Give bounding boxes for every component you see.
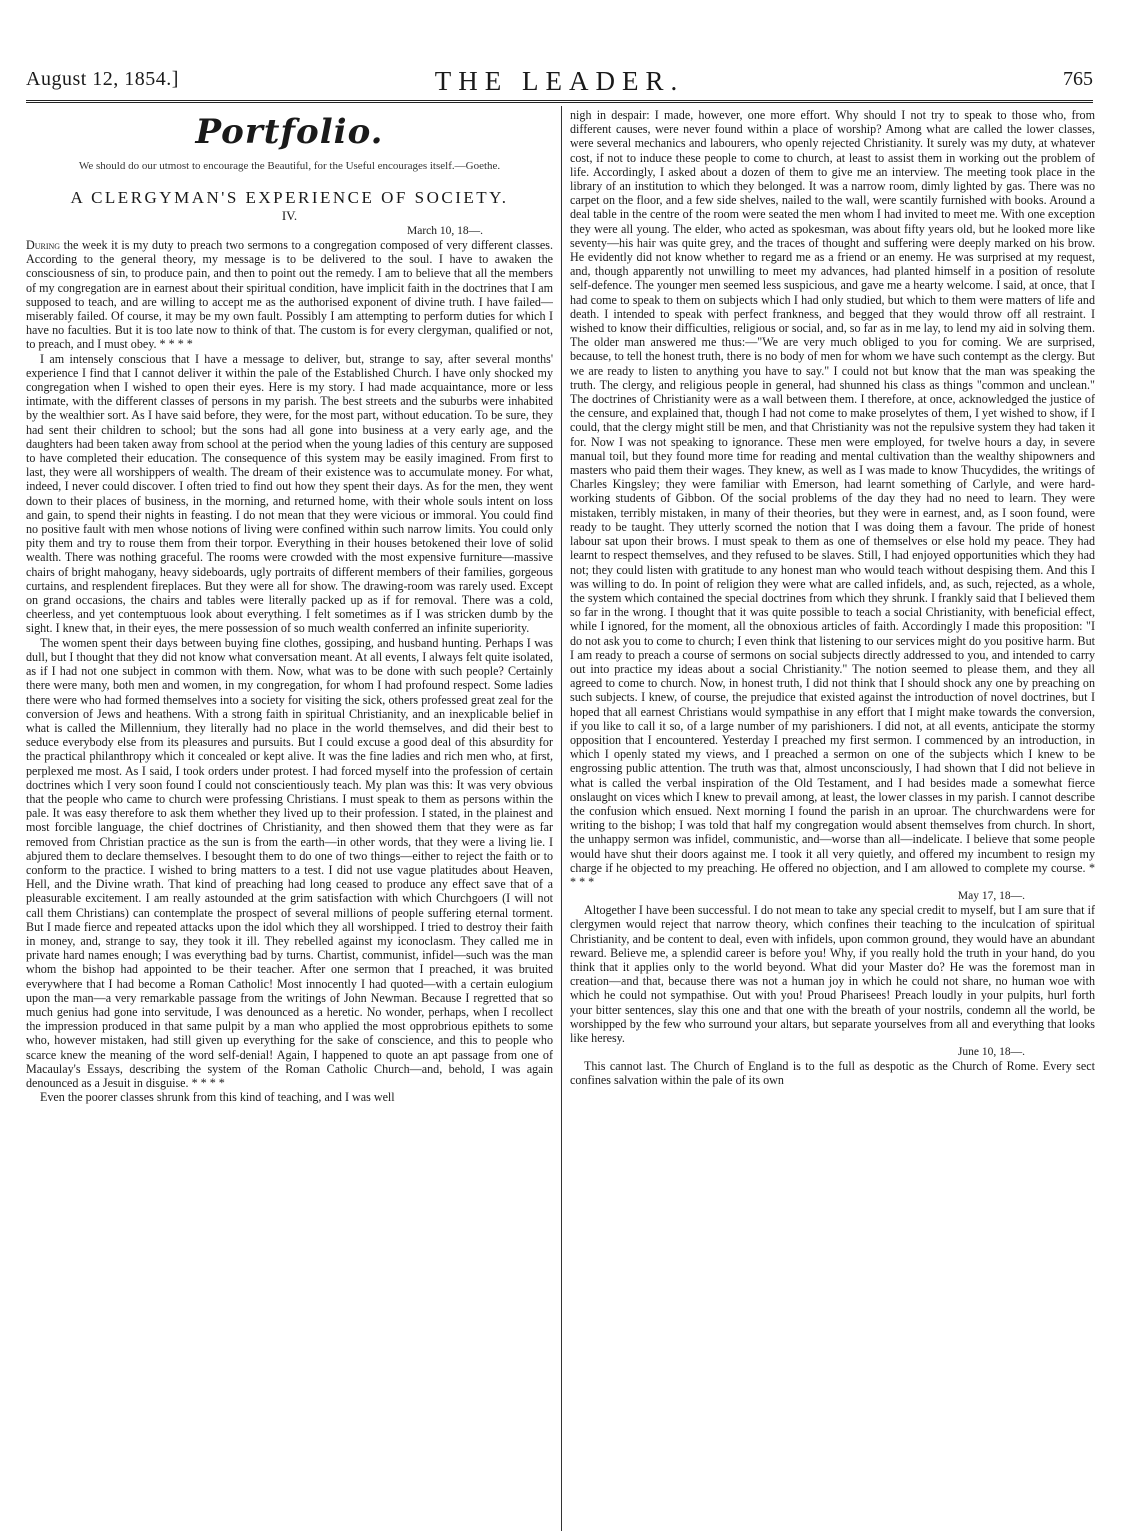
article-part: IV.: [281, 208, 298, 223]
dateline-june: June 10, 18—.: [957, 1046, 1025, 1059]
section-title: Portfolio.: [195, 112, 384, 152]
right-column: [570, 108, 1095, 1533]
epigraph: We should do our utmost to encourage the Beautiful, for the Useful encourages itself.—Goethe.: [78, 160, 501, 172]
page-number: 765: [1063, 68, 1093, 90]
dateline-march: March 10, 18—.: [406, 225, 483, 237]
left-column: [26, 108, 553, 1533]
paragraph: The women spent their days between buying fine clothes, gossiping, and husband hunting. Perhaps I was dull, but I thought that they did not know what conversation meant. At all events, I always felt quite isolated, as if I had not one subject in common with them. Now, what was to be done with such people? Certainly there were many, both men and women, in my congregation, for whom I had profound respect. Some ladies there were who had formed themselves into a society for visiting the sick, others professed great zeal for the conversion of Jews and heathens. With a strong faith in spiritual Christianity, and an inexplicable belief in what is called the Millennium, they literally had no place in the world themselves, and did their best to seduce everybody else from its pleasures and pursuits. But I could excuse a good deal of this absurdity for the practical philanthropy which it concealed or kept alive. It was the fine ladies and rich men who, at first, perplexed me most. As I said, I took orders under protest. I had forced myself into the profession of certain doctrines which I very soon found I could not conscientiously teach. My plan was this: It was very obvious that the people who came to church were professing Christians. I must speak to them as persons within the pale. It was easy therefore to ask them whether they lived up to their profession. I stated, in the plainest and most forcible language, the chief doctrines of Christianity, and then showed them that they were as far removed from Christian practice as the sun is from the earth—in other words, that they were a living lie. I abjured them to declare themselves. I besought them to do one of two things—either to reject the faith or to conform to the practice. I wished to bring matters to a test. I did not use vague platitudes about Heaven, Hell, and the Divine wrath. That kind of preaching had long ceased to produce any effect save that of a pleasurable excitement. I am really astounded at the grim satisfaction with which Churchgoers (I will not call them Christians) can contemplate the prospect of several millions of people suffering eternal torment. But I made fierce and repeated attacks upon the idol which they all worshipped. I tried to destroy their faith in money, and, strange to say, they took it ill. They rebelled against my iconoclasm. They called me in private hard names enough; I was everything bad by turns. Chartist, communist, infidel—such was the man whom the bishop had appointed to be their teacher. After one sermon that I preached, it was bruited everywhere that I had become a Roman Catholic! Most innocently I had quoted—with a certain eulogium upon the man—a very remarkable passage from the writings of John Newman. Because I regretted that so much genius had gone into servitude, I was denounced as a heretic. No wonder, perhaps, when I recollect the impression produced in that same pulpit by a man who applied the most opprobrious epithets to some who, however mistaken, had still given up everything for the sake of conscience, and this to people who scarce knew the meaning of the word self-denial! Again, I happened to quote an apt passage from one of Macaulay's Essays, describing the system of the Roman Catholic Church—and, behold, I was again denounced as a Jesuit in disguise. * * * *: [26, 635, 553, 1090]
header-rule: [26, 100, 1093, 103]
paragraph: I am intensely conscious that I have a message to deliver, but, strange to say, after several months' experience I find that I cannot deliver it within the pale of the Established Church. I have only shocked my congregation when I wished to open their eyes. Here is my story. I had made acquaintance, more or less intimate, with the different classes of persons in my parish. The best streets and the suburbs were inhabited by the wealthier sort. As I have said before, they were, for the most part, without education. To be sure, they had sent their children to school; but the sons had all gone into business at a very early age, and the daughters had been taken away from school at the period when the young ladies of this century are supposed to have completed their education. The consequence of this system may be easily imagined. From first to last, they were all worshippers of wealth. The dream of their existence was to accumulate money. For what, indeed, I never could discover. I often tried to find out how they spent their days. As for the men, they went down to their places of business, in the morning, and returned home, with their whole souls intent on loss and gain, to spend their nights in feasting. I do not mean that they were vicious or immoral. You could find no positive fault with men whose notions of living were confined within such narrow limits. You could only pity them and try to rouse them from their torpor. Everything in their houses betokened their love of solid wealth. There was nothing graceful. The rooms were crowded with the most expensive furniture—massive chairs of bright mahogany, heavy sideboards, ugly portraits of different members of their families, gorgeous curtains, and resplendent fireplaces. But they were all for show. The drawing-room was rarely used. Except on grand occasions, the chairs and tables were literally packed up as if for removal. There was a cold, cheerless, and yet contemptuous look about everything. I felt sometimes as if I was stricken dumb by the sight. I knew that, in their eyes, the mere possession of so much wealth conferred an infinite superiority.: [26, 351, 553, 636]
publication-title: THE LEADER.: [434, 66, 685, 96]
drop-word: During: [26, 238, 61, 252]
article-title: A CLERGYMAN'S EXPERIENCE OF SOCIETY.: [70, 188, 509, 207]
paragraph: This cannot last. The Church of England is to the full as despotic as the Church of Rome. Every sect confines salvation within the pale of its own: [570, 1059, 1095, 1088]
column-divider: [561, 106, 562, 1531]
page-header: [26, 62, 1093, 96]
paragraph: Altogether I have been successful. I do not mean to take any special credit to myself, but I am sure that if clergymen would reject that narrow theory, which confines their teaching to the inculcation of spiritual Christianity, and be content to deal, even with infidels, upon common ground, they would have an abundant reward. Believe me, a splendid career is before you! Why, if you really hold the truth in your hand, do you think that it applies only to the world beyond. What did your Master do? He was the foremost man in creation—and that, because there was not a human joy in which he could not share, no human woe with which he could not sympathise. Out with you! Proud Pharisees! Preach loudly in your pulpits, hurl forth your bitter sentences, slay this one and that one with the breath of your nostrils, condemn all the world, be worshipped by the few who surround your altars, but separate yourselves from all and everything that looks like heresy.: [570, 903, 1095, 1045]
dateline-may: May 17, 18—.: [957, 890, 1025, 903]
paragraph: [26, 238, 553, 352]
paragraph: Even the poorer classes shrunk from this kind of teaching, and I was well: [40, 1090, 395, 1105]
paragraph-text: the week it is my duty to preach two sermons to a congregation composed of very different classes. According to the general theory, my message is to be delivered to the soul. I have to awaken the consciousness of sin, to produce pain, and then to point out the remedy. I am to believe that all the members of my congregation are in earnest about their spiritual condition, have implicit faith in the doctrines that I am supposed to teach, and are willing to accept me as the authorised exponent of divine truth. I have failed—miserably failed. Of course, it may be my own fault. Possibly I am attempting to perform duties for which I have no faculties. But it is too late now to think of that. The custom is for every clergyman, qualified or not, to preach, and I must obey. * * * *: [26, 238, 553, 352]
issue-date: August 12, 1854.]: [26, 68, 179, 90]
paragraph: nigh in despair: I made, however, one more effort. Why should I not try to speak to those who, from different causes, were never found within a place of worship? Among what are called the lower classes, were several mechanics and labourers, who openly rejected Christianity. It surely was my duty, at whatever cost, if not to induce these people to come to church, at least to assist them in working out the problem of life. Accordingly, I asked about a dozen of them to give me an interview. The meeting took place in the library of an institution to which they belonged. It was a narrow room, dimly lighted by gas. There was no carpet on the floor, and a few side shelves, nailed to the wall, were scantily furnished with books. Around a deal table in the centre of the room were seated the men whom I had invited to meet me. With one exception they were all young. The elder, who acted as spokesman, was about fifty years old, but he looked more like seventy—his hair was quite grey, and the traces of thought and suffering were deeply marked on his brow. He evidently did not know whether to regard me as a friend or an enemy. He was surprised at my request, and, though apparently not unwilling to meet my advances, had planted himself in a position of resolute self-defence. The younger men seemed less suspicious, and gave me a hearty welcome. I said, at once, that I had come to speak to them on subjects which I had only studied, but which to them were matters of life and death. I intended to speak with perfect frankness, and begged that they would throw off all restraint. I wished to know their difficulties, religious or social, and, so far as in me lay, to lend my aid in solving them. The older man answered me thus:—"We are very much obliged to you for coming. We are surprised, because, to tell the honest truth, there is no body of men for whom we have such contempt as the clergy. But we are ready to listen to anything you have to say." I could not but know that the man was speaking the truth. The clergy, and religious people in general, had shunned his class as things "common and unclean." The doctrines of Christianity were as a wall between them. I therefore, at once, acknowledged the justice of the censure, and explained that, though I had not come to make proselytes of them, I yet wished to show, if I could, that the clergy might still be men, and that Christianity was not the repulsive system they had taken it for. Now I was not speaking to ignorance. These men were employed, for twelve hours a day, in severe manual toil, but they found more time for reading and mental cultivation than the wealthy shipowners and masters who paid them their wages. They knew, as well as I was made to know Thucydides, the writings of Charles Kingsley; they were familiar with Emerson, had learnt something of Carlyle, and were hard-working students of Gibbon. Of the social problems of the day they had no need to learn. They were mistaken, terribly mistaken, in many of their theories, but they were in earnest, and, as I soon found, were ready to be taught. They utterly scorned the notion that I was doing them a favour. The pride of honest labour sat upon their brows. I must speak to them as one of themselves or else hold my peace. They had learnt to respect themselves, and they refused to be slaves. Still, I had enjoyed opportunities which they had not; they could listen with gratitude to any honest man who would teach without despising them. And this I was willing to do. In point of religion they were what are called infidels, and, as such, rejected, as a whole, the system which contained the special doctrines from which they shrunk. I frankly said that I believed them so far in the wrong. I thought that it was quite possible to teach a social Christianity, with beneficial effect, while I ignored, for the moment, all the obnoxious articles of faith. Accordingly I made this proposition: "I do not ask you to come to church; I even think that listening to our services might do you positive harm. But I am ready to preach a course of sermons on social subjects directly addressed to you, and intended to carry out into practice my ideas about a social Christianity." The notion seemed to please them, and they all agreed to come to church. Now, in honest truth, I did not think that I should shock any one by preaching on such subjects. I knew, of course, the prejudice that existed against the introduction of novel doctrines, but I hoped that all earnest Christians would sympathise in any effort that I might make towards the conversion, if you like to call it so, of a large number of my parishioners. I did not, at all events, anticipate the stormy opposition that I encountered. Yesterday I preached my first sermon. I commenced by an introduction, in which I openly stated my views, and I preached a sermon on one of the subjects which I knew to be engrossing public attention. The truth was that, almost unconsciously, I had shown that I did not believe in what is called the verbal inspiration of the Old Testament, and I had besides made a somewhat fierce onslaught on vices which I knew to prevail among, at least, the lower classes in my parish. I cannot describe the confusion which ensued. Next morning I found the parish in an uproar. The churchwardens were for writing to the bishop; I was told that half my congregation would absent themselves from church. In short, the unhappy sermon was infidel, communistic, and—worse than all—indelicate. I believe that some people would have shut their doors against me. I took it all very quietly, and offered my incumbent to resign my charge if he objected to my preaching. He offered no objection, and I am allowed to complete my course. * * * *: [570, 108, 1095, 889]
